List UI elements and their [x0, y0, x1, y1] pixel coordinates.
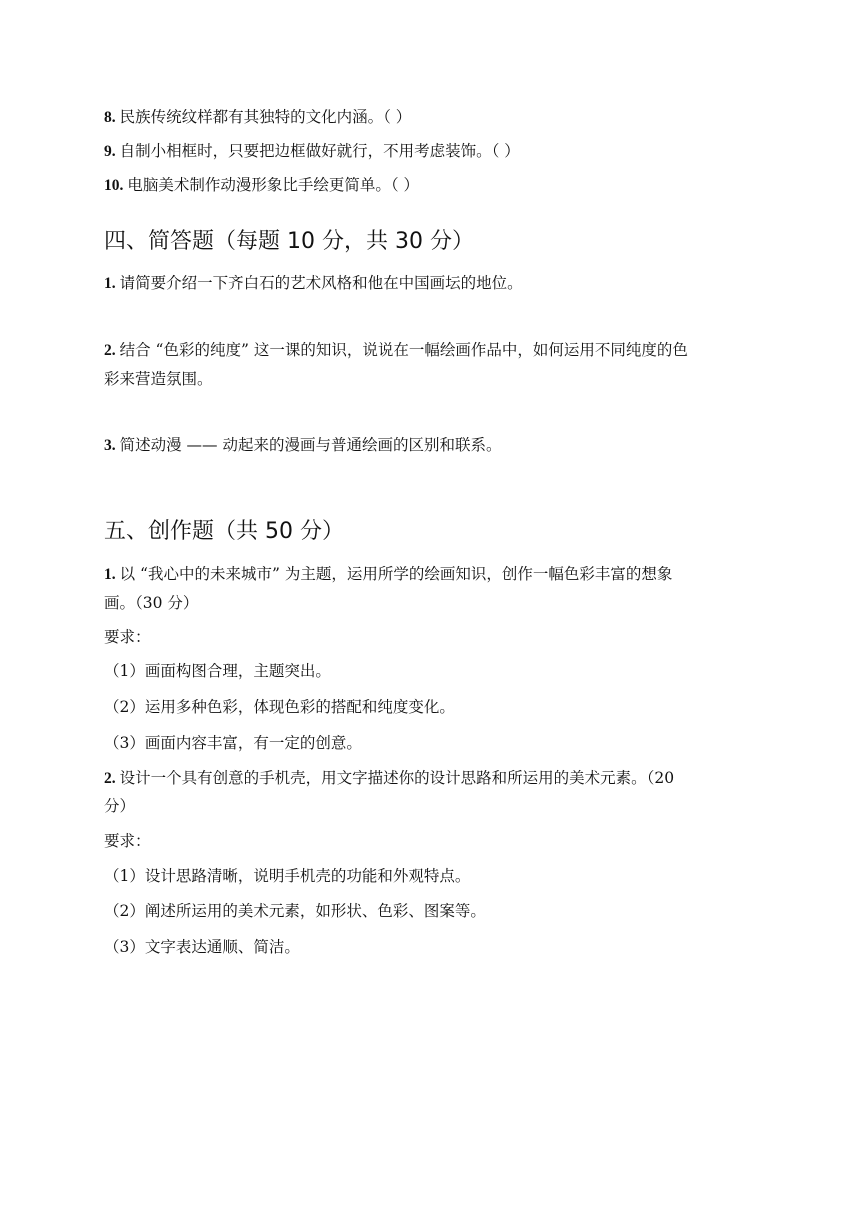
item-text: 自制小相框时，只要把边框做好就行，不用考虑装饰。（ ） [119, 142, 520, 160]
short-answer-question-1 [104, 273, 764, 294]
question-text: 以 “我心中的未来城市” 为主题，运用所学的绘画知识，创作一幅色彩丰富的想象 [119, 565, 673, 583]
judgement-item-10 [104, 175, 764, 196]
item-number: 10. [104, 177, 124, 194]
item-text: 民族传统纹样都有其独特的文化内涵。（ ） [119, 108, 412, 126]
requirement-item: （2）阐述所运用的美术元素，如形状、色彩、图案等。 [104, 902, 486, 920]
judgement-item-8 [104, 107, 764, 128]
requirement-item: （3）文字表达通顺、简洁。 [104, 938, 300, 956]
section-heading-short-answer: 四、简答题（每题 10 分，共 30 分） [104, 229, 474, 254]
short-answer-question-2 [104, 340, 764, 361]
requirement-item: （1）画面构图合理，主题突出。 [104, 662, 331, 680]
creation-question-1 [104, 564, 764, 585]
question-continuation: 画。（30 分） [104, 594, 199, 612]
requirements-label: 要求： [104, 628, 151, 646]
section-heading-creation: 五、创作题（共 50 分） [104, 519, 344, 544]
judgement-item-9 [104, 141, 764, 162]
question-text: 设计一个具有创意的手机壳，用文字描述你的设计思路和所运用的美术元素。（20 [119, 769, 675, 787]
question-number: 1. [104, 275, 116, 292]
question-continuation: 彩来营造氛围。 [104, 370, 213, 388]
item-number: 9. [104, 143, 116, 160]
question-text: 简述动漫 —— 动起来的漫画与普通绘画的区别和联系。 [119, 436, 502, 454]
question-number: 3. [104, 437, 116, 454]
question-number: 1. [104, 566, 116, 583]
requirements-label: 要求： [104, 832, 151, 850]
requirement-item: （2）运用多种色彩，体现色彩的搭配和纯度变化。 [104, 698, 455, 716]
requirement-item: （3）画面内容丰富，有一定的创意。 [104, 734, 362, 752]
creation-question-2 [104, 768, 764, 789]
short-answer-question-3 [104, 435, 764, 456]
item-text: 电脑美术制作动漫形象比手绘更简单。（ ） [127, 176, 420, 194]
question-text: 请简要介绍一下齐白石的艺术风格和他在中国画坛的地位。 [119, 274, 523, 292]
question-number: 2. [104, 342, 116, 359]
question-continuation: 分） [104, 797, 136, 815]
question-number: 2. [104, 770, 116, 787]
requirement-item: （1）设计思路清晰，说明手机壳的功能和外观特点。 [104, 867, 471, 885]
item-number: 8. [104, 109, 116, 126]
question-text: 结合 “色彩的纯度” 这一课的知识，说说在一幅绘画作品中，如何运用不同纯度的色 [119, 341, 688, 359]
